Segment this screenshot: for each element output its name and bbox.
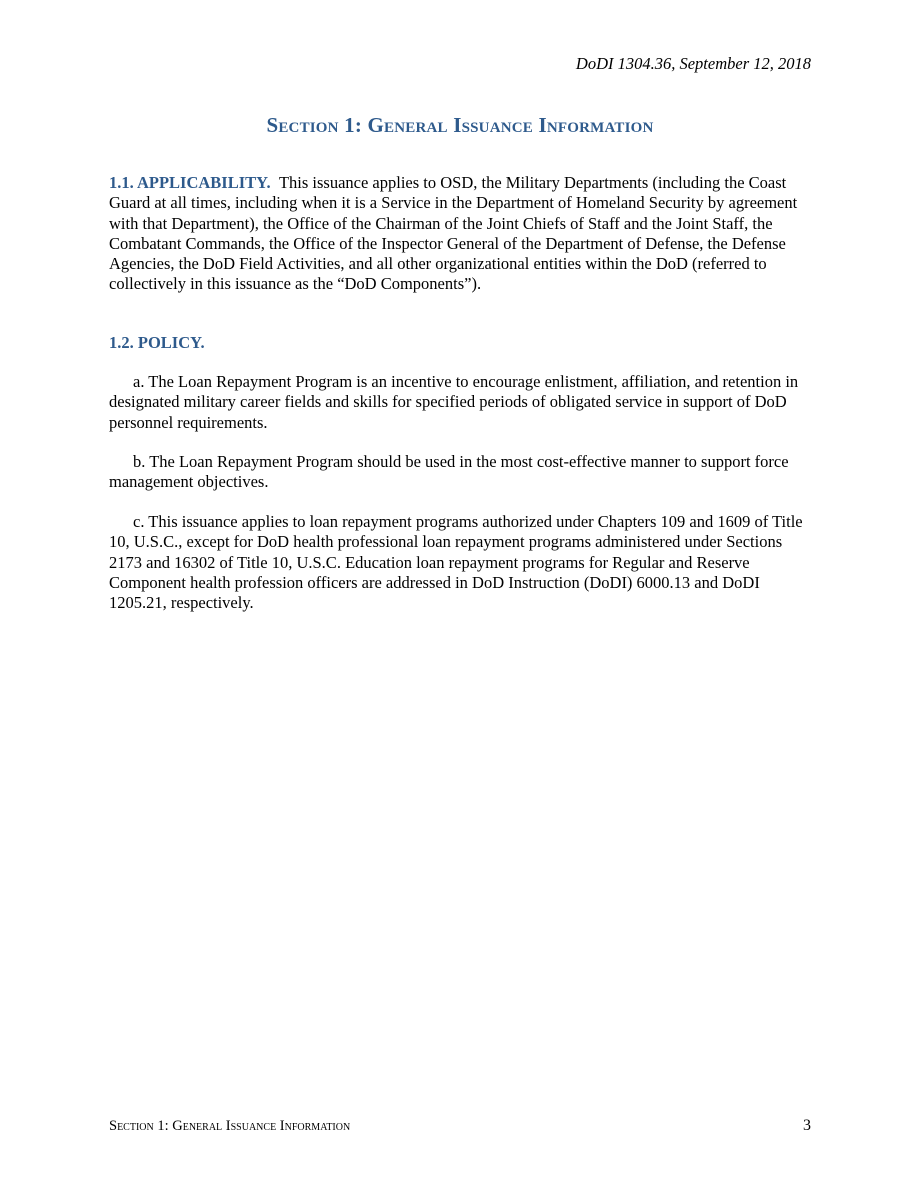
- policy-item-text: a. The Loan Repayment Program is an incentive to encourage enlistment, affiliation, and retention in designated military career fields and skills for specified periods of obligated service in support of DoD personnel requirements.: [109, 372, 799, 432]
- policy-item-b: [109, 452, 812, 493]
- applicability-text: This issuance applies to OSD, the Military Departments (including the Coast Guard at all times, including when it is a Service in the Department of Homeland Security by agreement with that Department), the Office of the Chairman of the Joint Chiefs of Staff and the Joint Staff, the Combatant Commands, the Office of the Inspector General of the Department of Defense, the Defense Agencies, the DoD Field Activities, and all other organizational entities within the DoD (referred to collectively in this issuance as the “DoD Components”).: [109, 173, 798, 294]
- applicability-heading: 1.1. APPLICABILITY.: [109, 173, 271, 192]
- footer-section-label: Section 1: General Issuance Information: [109, 1118, 351, 1134]
- policy-heading-block: [109, 333, 812, 353]
- document-reference-header: DoDI 1304.36, September 12, 2018: [575, 54, 811, 73]
- policy-item-c: [109, 512, 812, 613]
- policy-item-a: [109, 372, 812, 433]
- policy-heading: 1.2. POLICY.: [109, 333, 205, 352]
- footer-page-number: 3: [803, 1117, 811, 1134]
- section-title: Section 1: General Issuance Information: [266, 113, 654, 137]
- policy-item-text: c. This issuance applies to loan repayment programs authorized under Chapters 109 and 1609 of Title 10, U.S.C., except for DoD health professional loan repayment programs administered under Sections 2173 and 16302 of Title 10, U.S.C. Education loan repayment programs for Regular and Reserve Component health profession officers are addressed in DoD Instruction (DoDI) 6000.13 and DoDI 1205.21, respectively.: [109, 512, 803, 613]
- policy-item-text: b. The Loan Repayment Program should be used in the most cost-effective manner to support force management objectives.: [109, 452, 789, 492]
- applicability-paragraph: [109, 173, 812, 295]
